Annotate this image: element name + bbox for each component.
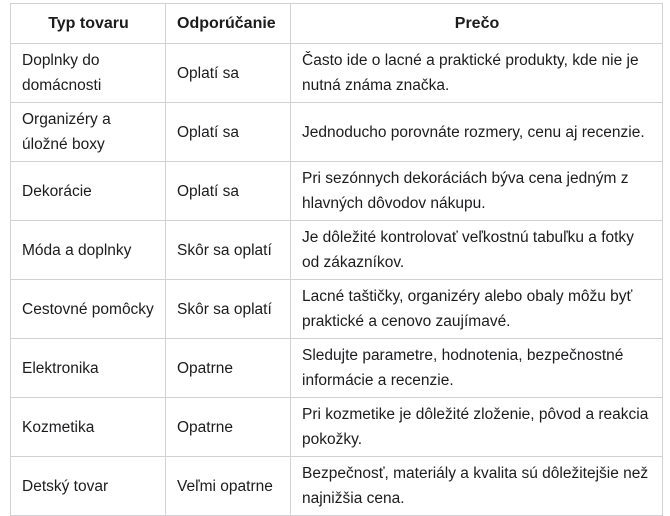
table-row: [11, 339, 663, 398]
table-row: [11, 103, 663, 162]
cell-reason: Sledujte parametre, hodnotenia, bezpečnostné informácie a recenzie.: [291, 339, 663, 398]
cell-reason: Často ide o lacné a praktické produkty, kde nie je nutná známa značka.: [291, 44, 663, 103]
cell-recommendation: Veľmi opatrne: [166, 457, 291, 516]
cell-product-type: Doplnky do domácnosti: [11, 44, 166, 103]
cell-product-type: Móda a doplnky: [11, 221, 166, 280]
cell-product-type: Dekorácie: [11, 162, 166, 221]
cell-product-type: Kozmetika: [11, 398, 166, 457]
cell-recommendation: Opatrne: [166, 339, 291, 398]
table-row: [11, 280, 663, 339]
cell-recommendation: Oplatí sa: [166, 162, 291, 221]
cell-recommendation: Skôr sa oplatí: [166, 221, 291, 280]
table-row: [11, 398, 663, 457]
cell-reason: Pri kozmetike je dôležité zloženie, pôvod a reakcia pokožky.: [291, 398, 663, 457]
table-header-row: [11, 4, 663, 44]
cell-reason: Jednoducho porovnáte rozmery, cenu aj recenzie.: [291, 103, 663, 162]
cell-product-type: Detský tovar: [11, 457, 166, 516]
header-recommendation: Odporúčanie: [166, 4, 291, 44]
recommendation-table: [10, 3, 663, 516]
cell-product-type: Cestovné pomôcky: [11, 280, 166, 339]
cell-recommendation: Oplatí sa: [166, 44, 291, 103]
cell-product-type: Elektronika: [11, 339, 166, 398]
cell-recommendation: Oplatí sa: [166, 103, 291, 162]
recommendation-table-container: [10, 3, 662, 516]
cell-reason: Pri sezónnych dekoráciách býva cena jedným z hlavných dôvodov nákupu.: [291, 162, 663, 221]
table-row: [11, 221, 663, 280]
header-reason: Prečo: [291, 4, 663, 44]
cell-reason: Lacné taštičky, organizéry alebo obaly môžu byť praktické a cenovo zaujímavé.: [291, 280, 663, 339]
table-row: [11, 162, 663, 221]
cell-reason: Je dôležité kontrolovať veľkostnú tabuľku a fotky od zákazníkov.: [291, 221, 663, 280]
table-row: [11, 457, 663, 516]
cell-reason: Bezpečnosť, materiály a kvalita sú dôležitejšie než najnižšia cena.: [291, 457, 663, 516]
header-product-type: Typ tovaru: [11, 4, 166, 44]
cell-recommendation: Opatrne: [166, 398, 291, 457]
cell-product-type: Organizéry a úložné boxy: [11, 103, 166, 162]
table-row: [11, 44, 663, 103]
cell-recommendation: Skôr sa oplatí: [166, 280, 291, 339]
